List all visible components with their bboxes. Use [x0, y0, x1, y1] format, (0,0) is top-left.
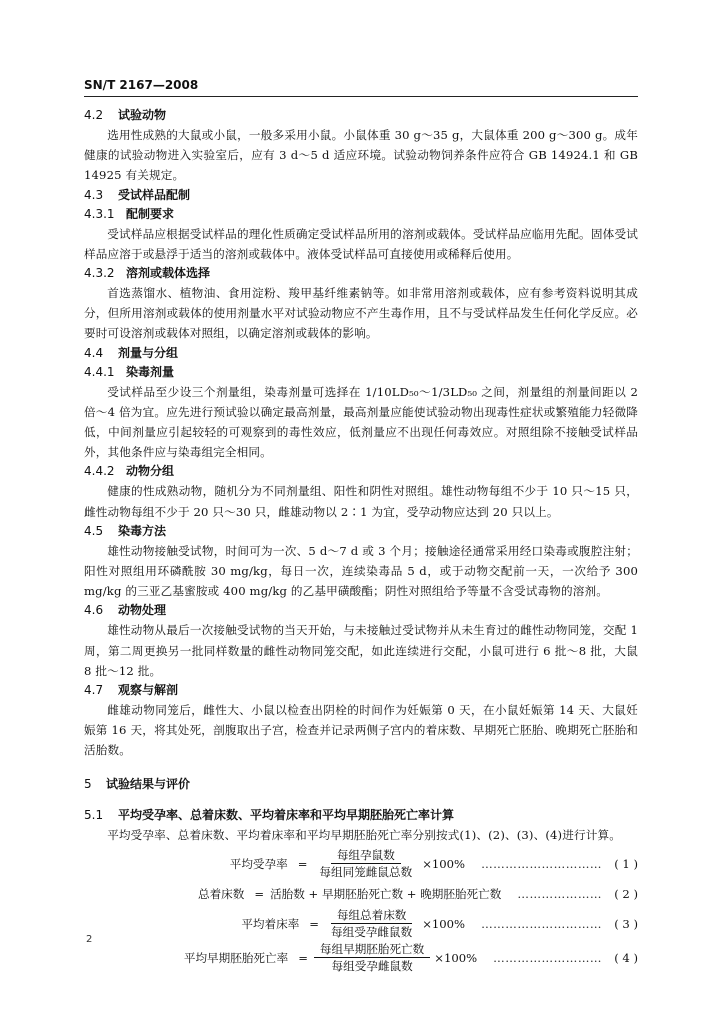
- leader-dots: …………………………: [481, 856, 602, 871]
- formula-lhs: 平均早期胚胎死亡率: [183, 950, 289, 965]
- fraction: [313, 848, 418, 879]
- section-title: 动物处理: [118, 603, 167, 618]
- section-heading-5: [84, 775, 638, 794]
- section-title: 试验动物: [118, 108, 167, 122]
- section-heading-4-3-1: [84, 205, 638, 224]
- formula-lhs: 平均受孕率: [229, 856, 288, 871]
- equals-sign: =: [298, 950, 308, 965]
- section-title: 试验结果与评价: [106, 776, 191, 791]
- section-heading-4-4-1: [84, 363, 638, 382]
- fraction-denominator: 每组受孕雌鼠数: [331, 925, 413, 940]
- formula-2: [84, 881, 638, 907]
- header-rule: [84, 96, 638, 97]
- equals-sign: =: [254, 886, 265, 901]
- section-title: 溶剂或载体选择: [126, 266, 211, 281]
- paragraph-4-5: 雄性动物接触受试物，时间可为一次、5 d～7 d 或 3 个月；接触途径通常采用经口染毒或腹腔注射；阳性对照组用环磷酰胺 30 mg/kg，每日一次，连续染毒品 5 d，或于动物交配前一天，一次给予 300 mg/kg 的三亚乙基蜜胺或 400 mg/kg 的乙基甲磺酸酯；阴性对照组给予等量不含受试毒物的溶剂。: [84, 543, 638, 599]
- section-heading-4-4-2: [84, 462, 638, 481]
- paragraph-4-3-1: 受试样品应根据受试样品的理化性质确定受试样品所用的溶剂或载体。受试样品应临用先配。固体受试样品应溶于或悬浮于适当的溶剂或载体中。液体受试样品可直接使用或稀释后使用。: [84, 226, 638, 261]
- section-number: 4.4: [84, 345, 104, 360]
- formula-1: [84, 847, 638, 881]
- leader-dots: …………………………: [481, 916, 602, 931]
- section-number: 4.5: [84, 523, 104, 538]
- paragraph-4-2: 选用性成熟的大鼠或小鼠，一般多采用小鼠。小鼠体重 30 g～35 g，大鼠体重 200 g～300 g。成年健康的试验动物进入实验室后，应有 3 d～5 d 适应环境。试验动物饲养条件应符合 GB 14924.1 和 GB 14925 有关规定。: [84, 128, 638, 183]
- equation-number: ( 4 ): [614, 950, 638, 965]
- formula-block: [84, 847, 638, 975]
- section-number: 4.7: [84, 683, 104, 698]
- equation-number: ( 2 ): [614, 886, 638, 901]
- formula-expression: 活胎数 + 早期胚胎死亡数 + 晚期胚胎死亡数: [270, 886, 502, 901]
- fraction: [314, 942, 430, 973]
- section-heading-4-3: [84, 186, 638, 205]
- standard-code: SN/T 2167—2008: [84, 78, 199, 92]
- section-heading-5-1: [84, 806, 638, 825]
- fraction-numerator: 每组孕鼠数: [331, 848, 401, 864]
- section-title: 配制要求: [126, 206, 175, 221]
- section-heading-4-5: [84, 522, 638, 541]
- formula-3: [84, 907, 638, 941]
- equation-number: ( 3 ): [614, 916, 638, 931]
- fraction-denominator: 每组同笼雌鼠总数: [319, 865, 413, 880]
- section-title: 受试样品配制: [118, 187, 191, 202]
- equals-sign: =: [309, 916, 320, 931]
- fraction-denominator: 每组受孕雌鼠数: [331, 959, 413, 974]
- section-title: 平均受孕率、总着床数、平均着床率和平均早期胚胎死亡率计算: [118, 807, 455, 822]
- section-heading-4-2: [84, 106, 638, 125]
- section-title: 剂量与分组: [118, 345, 179, 360]
- page-number: 2: [86, 934, 93, 945]
- fraction: [325, 908, 418, 939]
- paragraph-4-7: 雌雄动物同笼后，雌性大、小鼠以检查出阴栓的时间作为妊娠第 0 天，在小鼠妊娠第 14 天、大鼠妊娠第 16 天，将其处死，剖腹取出子宫，检查并记录两侧子宫内的着床数、早期死亡胚胎、晚期死亡胚胎和活胎数。: [84, 703, 638, 758]
- paragraph-4-3-2: 首选蒸馏水、植物油、食用淀粉、羧甲基纤维素钠等。如非常用溶剂或载体，应有参考资料说明其成分，但所用溶剂或载体的使用剂量水平对试验动物应不产生毒作用，且不与受试样品发生任何化学反应。必要时可设溶剂或载体对照组，以确定溶剂或载体的影响。: [84, 286, 638, 341]
- section-heading-4-4: [84, 344, 638, 363]
- paragraph-4-4-2: 健康的性成熟动物，随机分为不同剂量组、阳性和阴性对照组。雄性动物每组不少于 10 只～15 只，雌性动物每组不少于 20 只～30 只，雌雄动物以 2∶1 为宜，受孕动物应达到 20 只以上。: [84, 484, 638, 519]
- section-number: 4.6: [84, 603, 104, 618]
- section-title: 观察与解剖: [118, 683, 179, 698]
- section-heading-4-7: [84, 681, 638, 700]
- percent-factor: ×100%: [422, 916, 466, 931]
- paragraph-5-1: 平均受孕率、总着床数、平均着床率和平均早期胚胎死亡率分别按式(1)、(2)、(3)、(4)进行计算。: [107, 827, 621, 842]
- section-number: 4.3: [84, 187, 104, 202]
- fraction-numerator: 每组早期胚胎死亡数: [314, 942, 430, 958]
- leader-dots: …………………: [517, 886, 602, 901]
- formula-lhs: 平均着床率: [241, 916, 300, 931]
- section-number: 4.3.1: [84, 206, 115, 221]
- section-heading-4-3-2: [84, 264, 638, 283]
- section-number: 5.1: [84, 807, 104, 822]
- section-title: 染毒方法: [118, 523, 167, 538]
- percent-factor: ×100%: [434, 950, 478, 965]
- section-number: 4.3.2: [84, 266, 115, 281]
- leader-dots: ………………………: [493, 950, 602, 965]
- paragraph-4-6: 雄性动物从最后一次接触受试物的当天开始，与未接触过受试物并从未生育过的雌性动物同笼，交配 1 周，第二周更换另一批同样数量的雌性动物同笼交配，如此连续进行交配，小鼠可进行 6 批～8 批，大鼠 8 批～12 批。: [84, 623, 638, 678]
- equals-sign: =: [297, 856, 308, 871]
- section-number: 4.4.1: [84, 364, 115, 379]
- section-title: 染毒剂量: [126, 364, 175, 379]
- equation-number: ( 1 ): [614, 856, 638, 871]
- percent-factor: ×100%: [422, 856, 466, 871]
- formula-lhs: 总着床数: [197, 886, 245, 901]
- fraction-numerator: 每组总着床数: [331, 908, 413, 924]
- section-number: 4.2: [84, 108, 104, 122]
- formula-4: [84, 941, 638, 975]
- section-number: 4.4.2: [84, 464, 115, 479]
- paragraph-4-4-1: 受试样品至少设三个剂量组，染毒剂量可选择在 1/10LD₅₀～1/3LD₅₀ 之间，剂量组的剂量间距以 2 倍～4 倍为宜。应先进行预试验以确定最高剂量，最高剂量应能使试验动物出现毒性症状或繁殖能力轻微降低，中间剂量应引起较轻的可观察到的毒性效应，低剂量应不出现任何毒效应。对照组除不接触受试样品外，其他条件应与染毒组完全相同。: [84, 384, 638, 460]
- section-title: 动物分组: [126, 464, 175, 479]
- section-heading-4-6: [84, 601, 638, 620]
- section-number: 5: [84, 776, 92, 791]
- document-body: [84, 106, 638, 975]
